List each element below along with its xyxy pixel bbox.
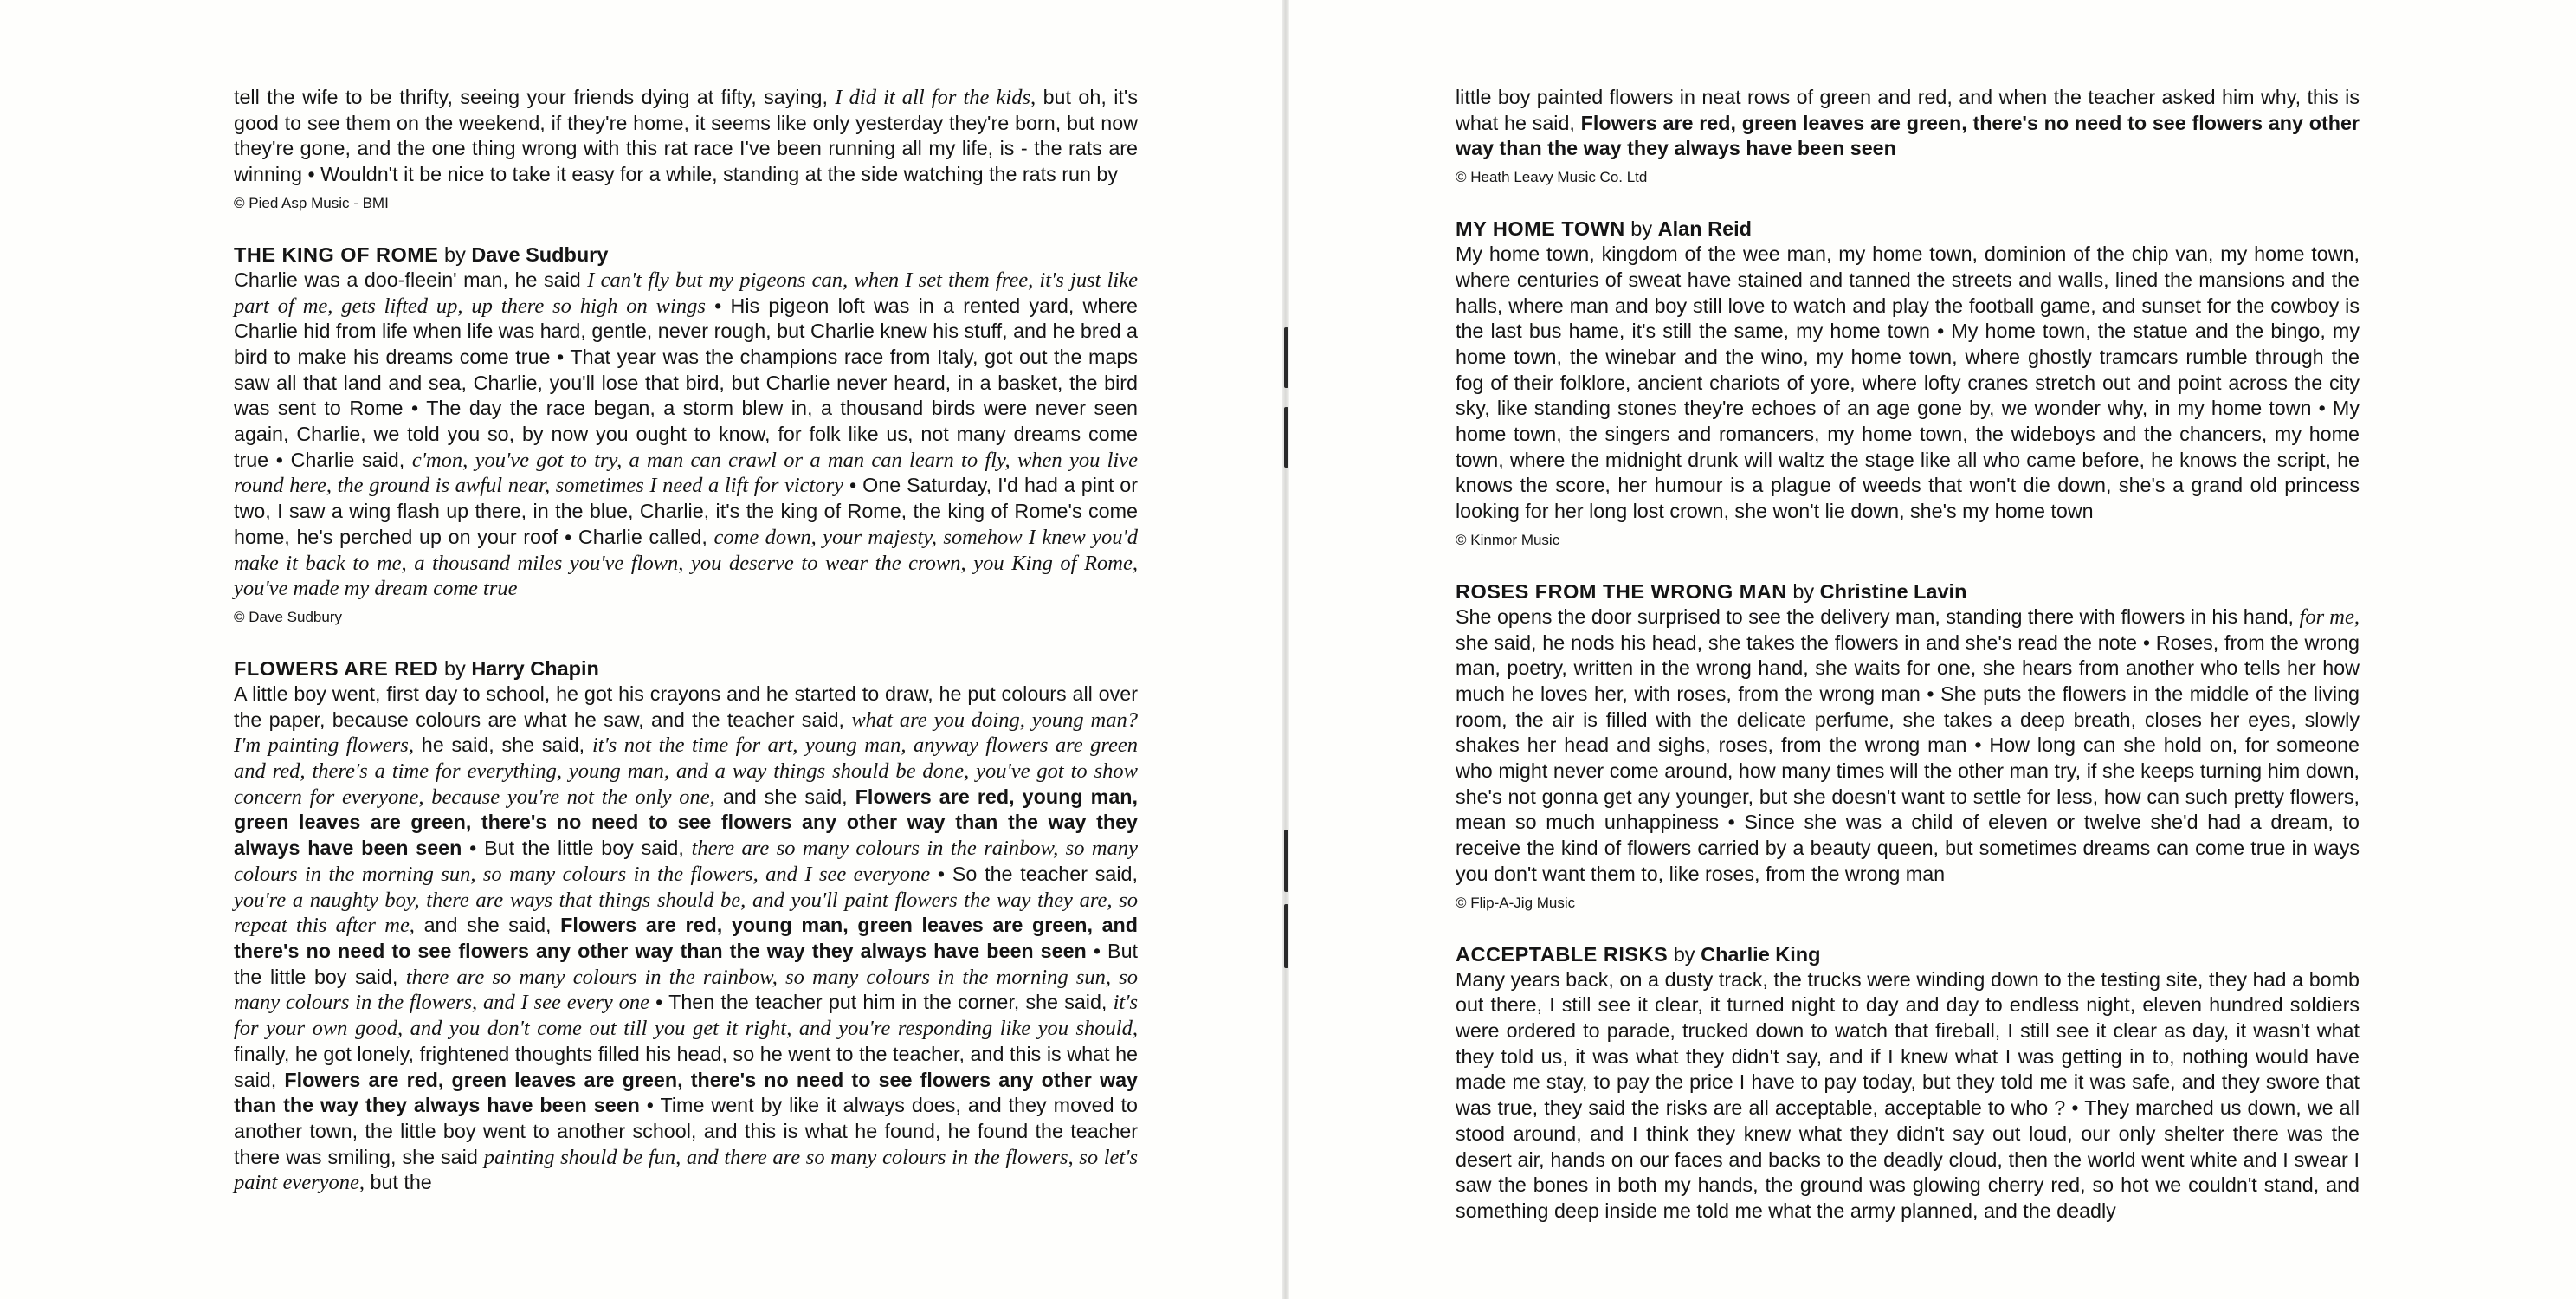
song-author: Harry Chapin: [471, 656, 599, 680]
roses-credit: © Flip-A-Jig Music: [1456, 894, 1576, 911]
song-title: FLOWERS ARE RED: [234, 656, 439, 680]
acceptable-risks-lyrics: Many years back, on a dusty track, the trucks were winding down to the testing site, they had a bomb out there, I still see it clear, it turned night to day and day to endless night, eleven hundred soldiers were ordered to parade, trucked down to watch that fireball, I still see it clear as day, it wasn't what they told us, it was what they didn't say, and if I knew what I was getting in to, nothing would have made me stay, to pay the price I have to pay today, but they told me it was safe, and they swore that was true, they said the risks are all acceptable, acceptable to who ? • They marched us down, we all stood around, and I think they knew what they didn't say out loud, our only shelter there was the desert air, hands on our faces and backs to the deadly cloud, then the world went white and I swear I saw the bones in both my hands, the ground was glowing cherry red, so hot we couldn't stand, and something deep inside me told me what the army planned, and the deadly: [1456, 967, 2360, 1222]
song-author: Charlie King: [1701, 942, 1821, 966]
staple-top-2: [1284, 407, 1288, 468]
song-title: ROSES FROM THE WRONG MAN: [1456, 579, 1787, 603]
song-heading-king-of-rome: THE KING OF ROME by Dave Sudbury: [234, 242, 609, 266]
king-of-rome-lyrics: Charlie was a doo-fleein' man, he said I can't fly but my pigeons can, when I set them free, it's just like part of me, gets lifted up, up there so high on wings • His pigeon loft was in a rented yard, where Charlie hid from life when life was hard, gentle, never rough, but Charlie knew his stuff, and he bred a bird to make his dreams come true • That year was the champions race from Italy, got out the maps saw all that land and sea, Charlie, you'll lose that bird, but Charlie never heard, in a basket, the bird was sent to Rome • The day the race began, a storm blew in, a thousand birds were never seen again, Charlie, we told you so, by now you ought to know, for folk like us, not many dreams come true • Charlie said, c'mon, you've got to try, a man can crawl or a man can learn to fly, when you live round here, the ground is awful near, sometimes I need a lift for victory • One Saturday, I'd had a pint or two, I saw a wing flash up there, in the blue, Charlie, it's the king of Rome, the king of Rome's come home, he's perched up on your roof • Charlie called, come down, your majesty, somehow I knew you'd make it back to me, a thousand miles you've flown, you deserve to wear the crown, you King of Rome, you've made my dream come true: [234, 268, 1138, 601]
my-home-town-lyrics: My home town, kingdom of the wee man, my home town, dominion of the chip van, my home town, where centuries of sweat have stained and tanned the streets and walls, lined the mansions and the halls, where man and boy still love to watch and play the football game, and sunset for the cowboy is the last bus hame, it's still the same, my home town • My home town, the statue and the bingo, my home town, the winebar and the wino, my home town, where ghostly tramcars rumble through the fog of their folklore, ancient chariots of yore, where lofty cranes stretch out and point across the city sky, like standing stones they're echoes of an age gone by, we wonder why, in my home town • My home town, the singers and romancers, my home town, the wideboys and the chancers, my home town, where the midnight drunk will waltz the stage like all who came before, he knows the script, he knows the score, her humour is a plague of weeds that won't die down, she's a grand old princess looking for her long lost crown, she won't lie down, she's my home town: [1456, 242, 2360, 523]
song-heading-flowers-are-red: FLOWERS ARE RED by Harry Chapin: [234, 656, 599, 680]
staple-bottom-1: [1284, 830, 1288, 892]
song-author: Alan Reid: [1657, 217, 1753, 241]
flowers-are-red-lyrics-continued: little boy painted flowers in neat rows of green and red, and when the teacher asked him why, this is what he said, Flowers are red, green leaves are green, there's no need to see flowers any other way than the way they always have been seen: [1456, 86, 2360, 160]
booklet-fold: [1282, 0, 1289, 1299]
staple-top-1: [1284, 327, 1288, 388]
song-title: MY HOME TOWN: [1456, 217, 1625, 241]
staple-bottom-2: [1284, 904, 1288, 968]
left-column: [234, 85, 1138, 1196]
song-heading-my-home-town: MY HOME TOWN by Alan Reid: [1456, 217, 1753, 241]
song-author: Dave Sudbury: [471, 242, 609, 266]
song-title: ACCEPTABLE RISKS: [1456, 942, 1669, 966]
flowers-are-red-credit: © Heath Leavy Music Co. Ltd: [1456, 169, 1648, 186]
my-home-town-credit: © Kinmor Music: [1456, 531, 1560, 548]
intro-credit: © Pied Asp Music - BMI: [234, 194, 389, 211]
song-heading-roses: ROSES FROM THE WRONG MAN by Christine Lavin: [1456, 579, 1967, 603]
right-column: [1456, 85, 2360, 1225]
intro-lyrics: tell the wife to be thrifty, seeing your friends dying at fifty, saying, I did it all for the kids, but oh, it's good to see them on the weekend, if they're home, it seems like only yesterday they're born, but now they're gone, and the one thing wrong with this rat race I've been running all my life, is - the rats are winning • Wouldn't it be nice to take it easy for a while, standing at the side watching the rats run by: [234, 86, 1138, 186]
king-of-rome-credit: © Dave Sudbury: [234, 608, 342, 625]
flowers-are-red-lyrics: A little boy went, first day to school, he got his crayons and he started to draw, he put colours all over the paper, because colours are what he saw, and the teacher said, what are you doing, young man? I'm painting flowers, he said, she said, it's not the time for art, young man, anyway flowers are green and red, there's a time for everything, young man, and a way things should be done, you've got to show concern for everyone, because you're not the only one, and she said, Flowers are red, young man, green leaves are green, there's no need to see flowers any other way than the way they always have been seen • But the little boy said, there are so many colours in the rainbow, so many colours in the morning sun, so many colours in the flowers, and I see everyone • So the teacher said, you're a naughty boy, there are ways that things should be, and you'll paint flowers the way they are, so repeat this after me, and she said, Flowers are red, young man, green leaves are green, and there's no need to see flowers any other way than the way they always have been seen • But the little boy said, there are so many colours in the rainbow, so many colours in the morning sun, so many colours in the flowers, and I see every one • Then the teacher put him in the corner, she said, it's for your own good, and you don't come out till you get it right, and you're responding like you should, finally, he got lonely, frightened thoughts filled his head, so he went to the teacher, and this is what he said, Flowers are red, green leaves are green, there's no need to see flowers any other way than the way they always have been seen • Time went by like it always does, and they moved to another town, the little boy went to another school, and this is what he found, he found the teacher there was smiling, she said painting should be fun, and there are so many colours in the flowers, so let's paint everyone, but the: [234, 682, 1139, 1195]
song-title: THE KING OF ROME: [234, 242, 439, 266]
song-heading-acceptable-risks: ACCEPTABLE RISKS by Charlie King: [1456, 942, 1821, 966]
roses-lyrics: She opens the door surprised to see the delivery man, standing there with flowers in his hand, for me, she said, he nods his head, she takes the flowers in and she's read the note • Roses, from the wrong man, poetry, written in the wrong hand, she waits for one, she hears from another who tells her how much he loves her, with roses, from the wrong man • She puts the flowers in the middle of the living room, the air is filled with the delicate perfume, she takes a deep breath, closes her eyes, slowly shakes her head and sighs, roses, from the wrong man • How long can she hold on, for someone who might never come around, how many times will the other man try, if she keeps turning him down, she's not gonna get any younger, but she doesn't want to settle for less, how can such pretty flowers, mean so much unhappiness • Since she was a child of eleven or twelve she'd had a dream, to receive the kind of flowers carried by a beauty queen, but sometimes dreams can come true in ways you don't want them to, like roses, from the wrong man: [1456, 604, 2360, 885]
song-author: Christine Lavin: [1819, 579, 1967, 603]
